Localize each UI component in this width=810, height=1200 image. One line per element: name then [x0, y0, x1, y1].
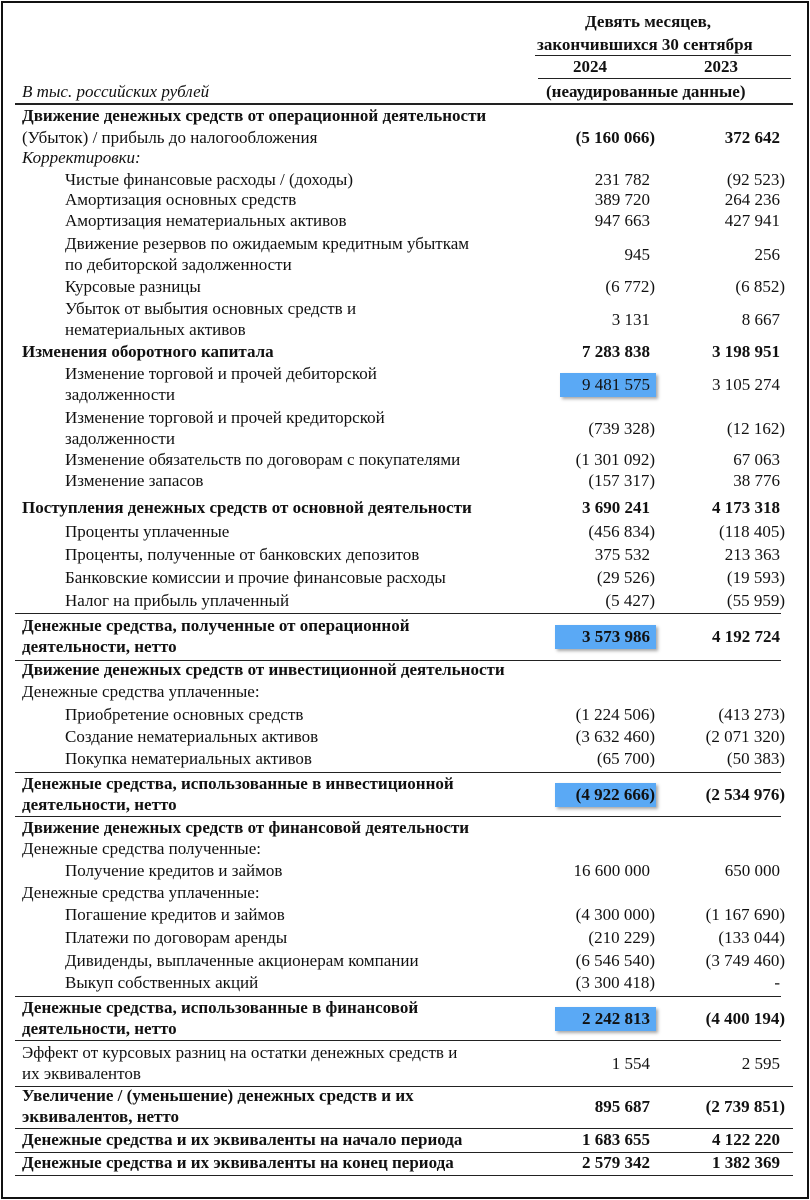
row-label: Погашение кредитов и займов	[65, 905, 285, 924]
row-label: Покупка нематериальных активов	[65, 749, 312, 768]
divider	[535, 55, 791, 56]
value-2024: (1 224 506)	[575, 705, 655, 724]
row-label: Движение денежных средств от финансовой деятельности	[22, 818, 470, 837]
value-2024: (65 700)	[596, 749, 655, 768]
value-2024: (3 300 418)	[575, 973, 655, 992]
row-label: Денежные средства и их эквиваленты на конец периода	[22, 1153, 454, 1172]
value-2023: 1 382 369	[712, 1153, 780, 1172]
row-label: Чистые финансовые расходы / (доходы)	[65, 170, 353, 189]
row-label: Движение денежных средств от операционной деятельности	[22, 106, 487, 125]
value-2024: 1 554	[611, 1053, 650, 1073]
row-label: Дивиденды, выплаченные акционерам компании	[65, 951, 419, 970]
value-2023: (4 400 194)	[705, 1008, 785, 1028]
row-label: Денежные средства, использованные в финансовой	[22, 998, 419, 1017]
value-2024: (157 317)	[588, 471, 655, 490]
value-2023: 3 105 274	[712, 374, 780, 394]
value-2023: (2 739 851)	[705, 1096, 785, 1116]
value-2024: (456 834)	[588, 522, 655, 541]
value-2023: (2 071 320)	[705, 727, 785, 746]
value-2023: (19 593)	[726, 568, 785, 587]
row-label: Проценты уплаченные	[65, 522, 230, 541]
value-2023: (413 273)	[718, 705, 785, 724]
row-label: Поступления денежных средств от основной деятельности	[22, 498, 472, 517]
value-2024: 7 283 838	[582, 342, 650, 361]
value-2023: 256	[754, 244, 780, 264]
value-2024: 2 579 342	[582, 1153, 650, 1172]
year-2024: 2024	[573, 57, 607, 76]
value-2023: 213 363	[724, 545, 780, 564]
row-label: Выкуп собственных акций	[65, 973, 259, 992]
row-label: деятельности, нетто	[22, 1019, 177, 1038]
row-label: Получение кредитов и займов	[65, 861, 283, 880]
row-label: Создание нематериальных активов	[65, 727, 319, 746]
value-2024: (739 328)	[588, 418, 655, 438]
value-2024: 231 782	[594, 170, 650, 189]
value-2024: 9 481 575	[582, 374, 650, 394]
row-label: Изменение запасов	[65, 471, 204, 490]
row-label: Денежные средства полученные:	[22, 839, 261, 858]
value-2023: -	[774, 973, 780, 992]
period-line-1: Девять месяцев,	[585, 12, 712, 31]
row-label: Налог на прибыль уплаченный	[65, 591, 290, 610]
value-2024: 16 600 000	[573, 861, 650, 880]
divider	[15, 996, 781, 997]
row-label: Денежные средства, использованные в инвестиционной	[22, 774, 454, 793]
value-2023: (118 405)	[719, 522, 785, 541]
row-label: Денежные средства, полученные от операционной	[22, 616, 410, 635]
divider	[15, 772, 781, 773]
value-2023: 4 122 220	[712, 1130, 780, 1149]
value-2024: 3 573 986	[582, 626, 650, 646]
row-label: Денежные средства уплаченные:	[22, 682, 260, 701]
value-2023: (133 044)	[718, 928, 785, 947]
value-2024: (210 229)	[588, 928, 655, 947]
value-2024: (1 301 092)	[575, 450, 655, 469]
value-2023: 427 941	[724, 211, 780, 230]
value-2024: 1 683 655	[582, 1130, 650, 1149]
row-label: Изменение обязательств по договорам с покупателями	[65, 450, 461, 469]
row-label: Банковские комиссии и прочие финансовые расходы	[65, 568, 446, 587]
units-label: В тыс. российских рублей	[22, 82, 210, 101]
divider	[15, 613, 781, 614]
row-label: Движение денежных средств от инвестиционной деятельности	[22, 660, 505, 679]
row-label: задолженности	[65, 429, 175, 448]
value-2023: 4 192 724	[712, 626, 780, 646]
audit-note: (неаудированные данные)	[546, 82, 746, 101]
value-2024: (6 546 540)	[575, 951, 655, 970]
row-label: Амортизация нематериальных активов	[65, 211, 347, 230]
value-2024: (5 160 066)	[575, 128, 655, 147]
row-label: Движение резервов по ожидаемым кредитным убыткам	[65, 234, 470, 253]
value-2023: 38 776	[733, 471, 780, 490]
value-2024: 375 532	[594, 545, 650, 564]
row-label: их эквивалентов	[22, 1064, 141, 1083]
row-label: задолженности	[65, 385, 175, 404]
value-2023: (12 162)	[726, 418, 785, 438]
row-label: деятельности, нетто	[22, 795, 177, 814]
row-label: Изменения оборотного капитала	[22, 342, 274, 361]
value-2023: (50 383)	[726, 749, 785, 768]
value-2023: (92 523)	[726, 170, 785, 189]
value-2024: 895 687	[594, 1096, 650, 1116]
row-label: Приобретение основных средств	[65, 705, 304, 724]
divider	[15, 816, 781, 817]
divider	[538, 78, 791, 79]
period-line-2: закончившихся 30 сентября	[537, 35, 753, 54]
value-2023: 650 000	[724, 861, 780, 880]
row-label: эквивалентов, нетто	[22, 1107, 180, 1126]
divider	[15, 1175, 793, 1176]
row-label: Амортизация основных средств	[65, 190, 297, 209]
value-2023: (3 749 460)	[705, 951, 785, 970]
value-2023: 264 236	[724, 190, 780, 209]
row-label: Эффект от курсовых разниц на остатки денежных средств и	[22, 1043, 458, 1062]
divider	[15, 1040, 781, 1041]
value-2023: 3 198 951	[712, 342, 780, 361]
row-label: деятельности, нетто	[22, 637, 177, 656]
row-label: Проценты, полученные от банковских депозитов	[65, 545, 420, 564]
value-2024: 945	[624, 244, 650, 264]
row-label: Денежные средства и их эквиваленты на начало периода	[22, 1130, 463, 1149]
row-label: Денежные средства уплаченные:	[22, 883, 260, 902]
divider	[15, 1128, 793, 1129]
row-label: Изменение торговой и прочей дебиторской	[65, 364, 377, 383]
value-2024: 389 720	[594, 190, 650, 209]
row-label: Платежи по договорам аренды	[65, 928, 288, 947]
row-label: Корректировки:	[22, 148, 141, 167]
value-2024: (5 427)	[605, 591, 655, 610]
value-2024: (4 300 000)	[575, 905, 655, 924]
row-label: Изменение торговой и прочей кредиторской	[65, 408, 385, 427]
value-2024: 947 663	[594, 211, 650, 230]
divider	[15, 103, 793, 105]
value-2024: 2 242 813	[582, 1008, 650, 1028]
value-2023: 2 595	[741, 1053, 780, 1073]
row-label: (Убыток) / прибыль до налогообложения	[22, 128, 318, 147]
value-2023: (2 534 976)	[705, 784, 785, 804]
row-label: нематериальных активов	[65, 320, 246, 339]
value-2023: (1 167 690)	[705, 905, 785, 924]
value-2024: (4 922 666)	[575, 784, 655, 804]
value-2023: (55 959)	[726, 591, 785, 610]
row-label: Увеличение / (уменьшение) денежных средств и их	[22, 1086, 414, 1105]
value-2024: (3 632 460)	[575, 727, 655, 746]
value-2024: 3 131	[611, 309, 650, 329]
value-2023: 67 063	[733, 450, 780, 469]
value-2024: 3 690 241	[582, 498, 650, 517]
value-2023: (6 852)	[735, 277, 785, 296]
value-2023: 4 173 318	[712, 498, 780, 517]
row-label: Курсовые разницы	[65, 277, 201, 296]
value-2023: 372 642	[724, 128, 780, 147]
value-2023: 8 667	[741, 309, 780, 329]
row-label: Убыток от выбытия основных средств и	[65, 299, 357, 318]
value-2024: (6 772)	[605, 277, 655, 296]
value-2024: (29 526)	[596, 568, 655, 587]
year-2023: 2023	[704, 57, 738, 76]
row-label: по дебиторской задолженности	[65, 255, 292, 274]
